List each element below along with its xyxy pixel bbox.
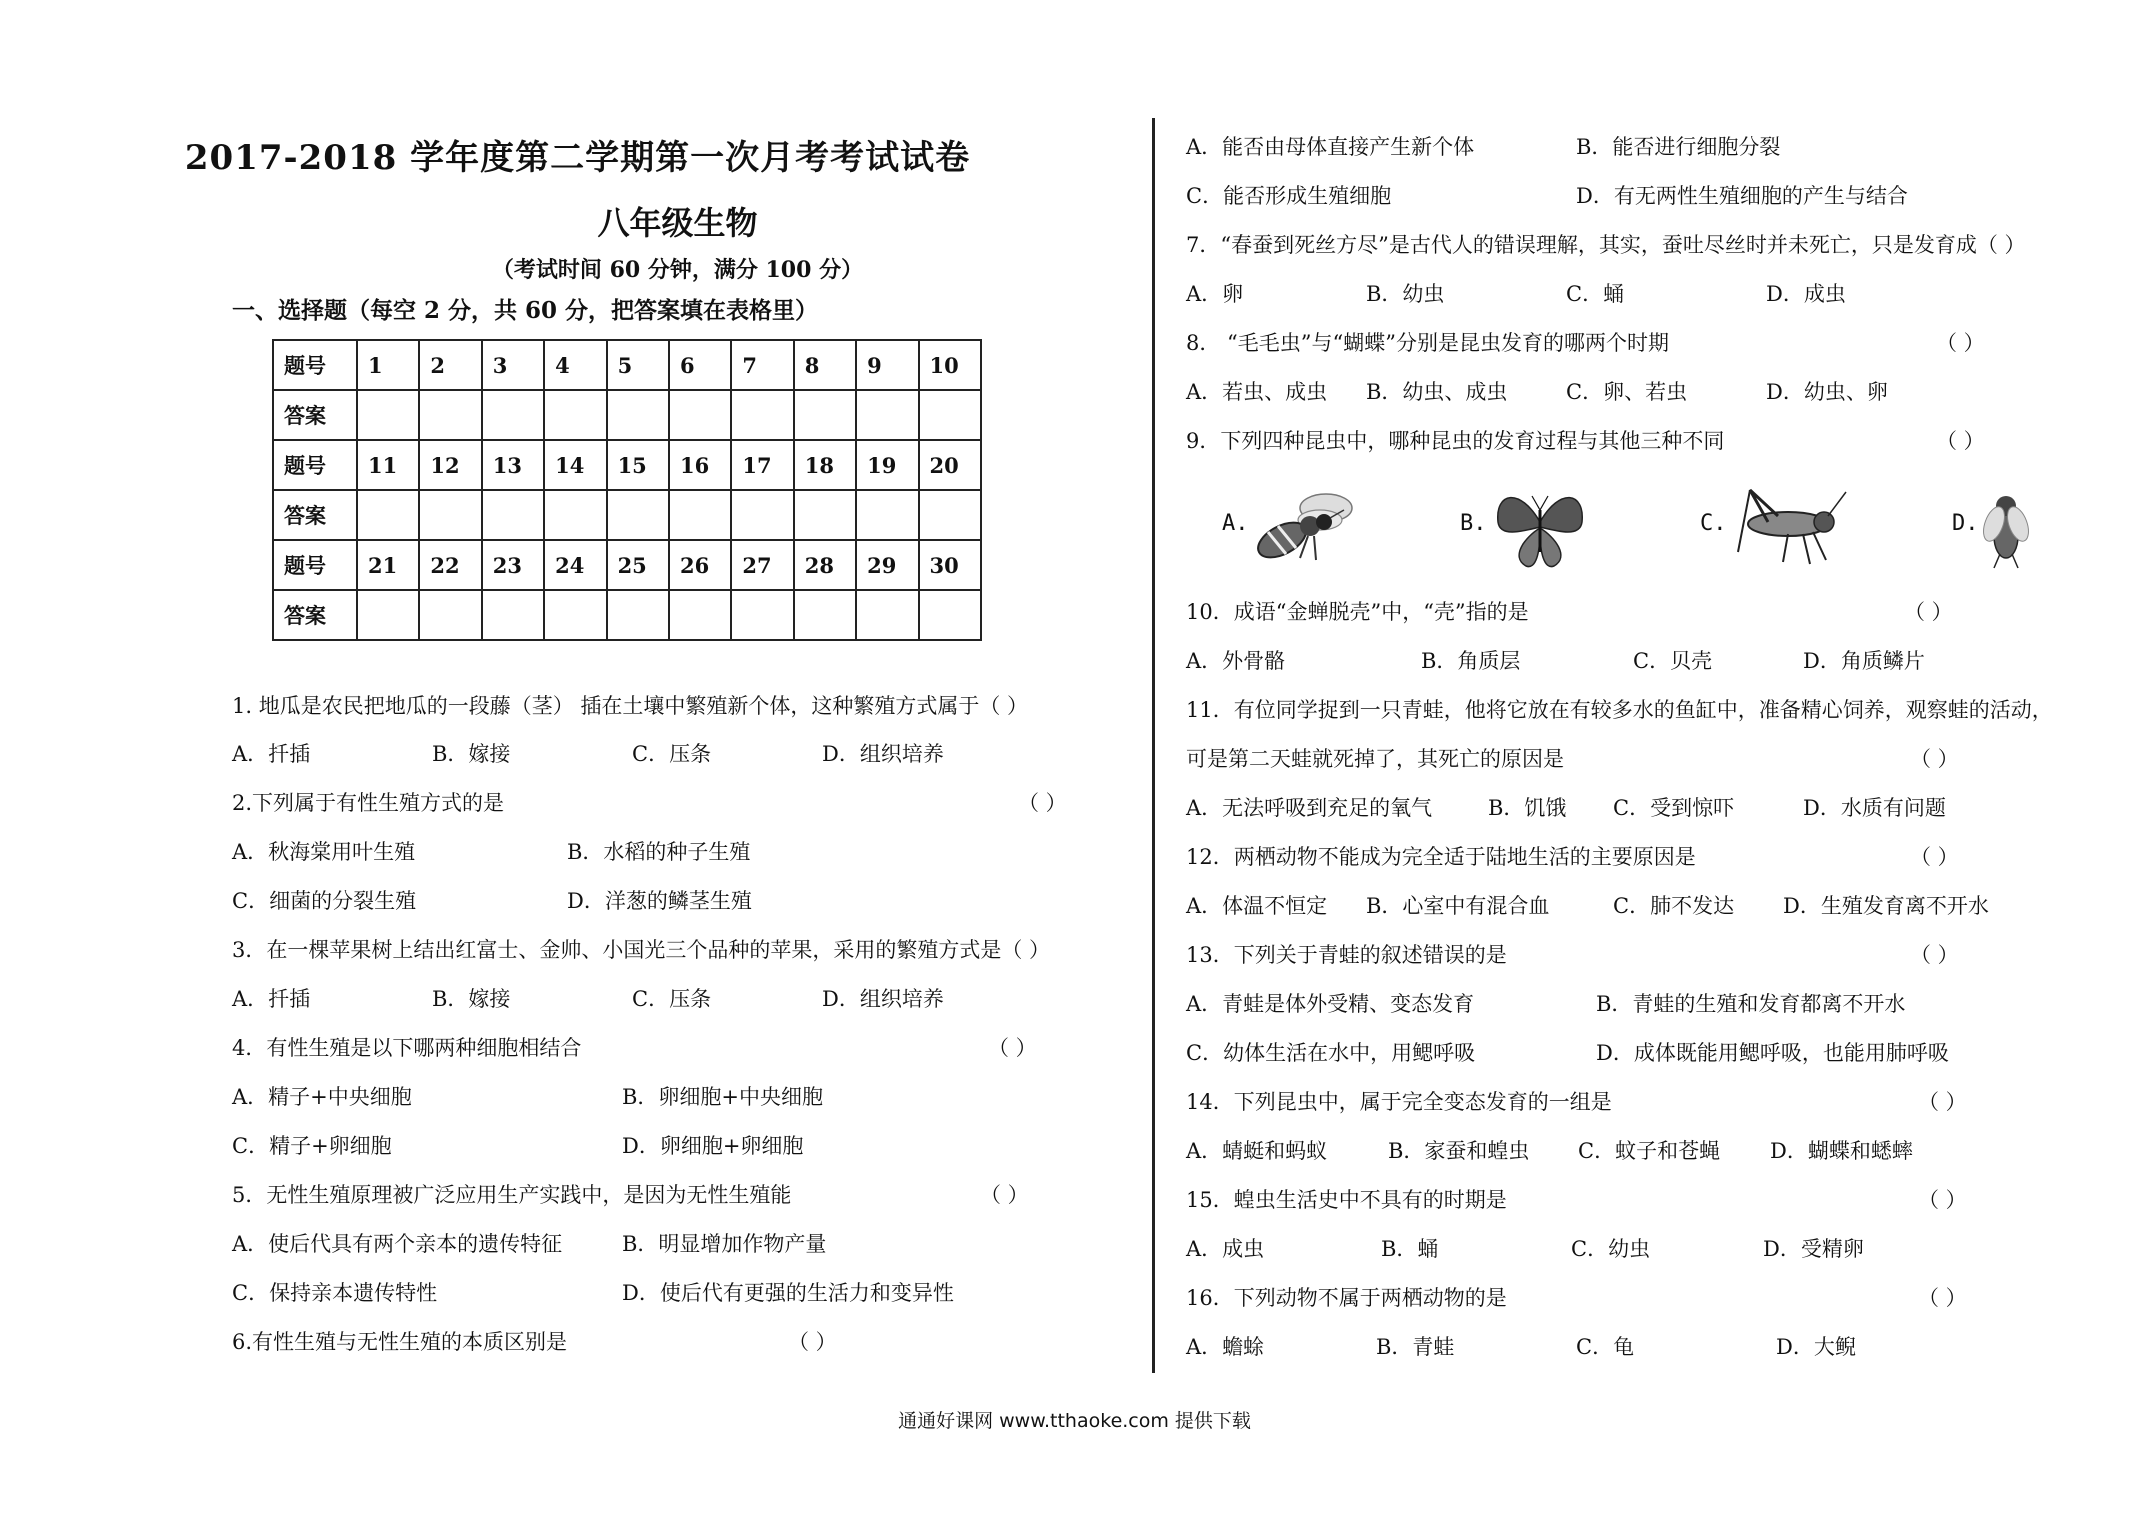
option: B．卵细胞+中央细胞 (622, 1085, 824, 1109)
option: B．嫁接 (432, 987, 511, 1011)
answer-paren: （ ） (788, 1330, 837, 1354)
question-16: 16．下列动物不属于两栖动物的是 (1186, 1286, 1507, 1310)
question-number-cell: 10 (919, 340, 981, 390)
answer-paren: （ ） (1936, 429, 1985, 453)
option: D．成虫 (1766, 282, 1846, 306)
question-1-options (232, 738, 944, 768)
question-1: 1. 地瓜是农民把地瓜的一段藤（茎） 插在土壤中繁殖新个体，这种繁殖方式属于（ ） (232, 694, 1029, 718)
question-10: 10．成语“金蝉脱壳”中，“壳”指的是 (1186, 600, 1529, 624)
question-3-options (232, 983, 944, 1013)
question-number-cell: 8 (794, 340, 856, 390)
left-column (232, 0, 1132, 1517)
option: A．外骨骼 (1186, 649, 1286, 673)
question-number-cell: 14 (544, 440, 606, 490)
option: C．细菌的分裂生殖 (232, 889, 417, 913)
option: A．使后代具有两个亲本的遗传特征 (232, 1232, 563, 1256)
option: D．蝴蝶和蟋蟀 (1770, 1139, 1913, 1163)
row-label-answer: 答案 (273, 390, 357, 440)
question-3: 3．在一棵苹果树上结出红富士、金帅、小国光三个品种的苹果，采用的繁殖方式是（ ） (232, 938, 1051, 962)
question-number-cell: 28 (794, 540, 856, 590)
option: C．保持亲本遗传特性 (232, 1281, 438, 1305)
question-number-cell: 25 (607, 540, 669, 590)
question-number-cell: 15 (607, 440, 669, 490)
insect-label-a: A. (1222, 511, 1249, 536)
option: C．压条 (632, 742, 712, 766)
question-number-cell: 1 (357, 340, 419, 390)
question-number-cell: 13 (482, 440, 544, 490)
answer-paren: （ ） (980, 1183, 1029, 1207)
insect-label-b: B. (1460, 511, 1487, 536)
option: C．贝壳 (1633, 649, 1713, 673)
question-13: 13．下列关于青蛙的叙述错误的是 (1186, 943, 1507, 967)
option: C．幼体生活在水中，用鳃呼吸 (1186, 1041, 1476, 1065)
question-8: 8． “毛毛虫”与“蝴蝶”分别是昆虫发育的哪两个时期 (1186, 331, 1669, 355)
option: A．卵 (1186, 282, 1244, 306)
question-number-cell: 4 (544, 340, 606, 390)
option: A．扦插 (232, 987, 311, 1011)
option: C．龟 (1576, 1335, 1635, 1359)
insect-label-c: C. (1700, 511, 1727, 536)
insect-label-d: D. (1952, 511, 1979, 536)
option: A．无法呼吸到充足的氧气 (1186, 796, 1433, 820)
option: B．青蛙 (1376, 1335, 1455, 1359)
question-number-cell: 17 (731, 440, 793, 490)
question-number-cell: 3 (482, 340, 544, 390)
answer-paren: （ ） (1918, 1188, 1967, 1212)
answer-paren: （ ） (1910, 845, 1959, 869)
option: C．蚊子和苍蝇 (1578, 1139, 1721, 1163)
question-number-cell: 29 (856, 540, 918, 590)
row-label-answer: 答案 (273, 590, 357, 640)
question-4-options (232, 1081, 823, 1111)
option: D．洋葱的鳞茎生殖 (567, 889, 752, 913)
question-number-cell: 26 (669, 540, 731, 590)
question-11-options (1186, 792, 1946, 822)
question-number-cell: 30 (919, 540, 981, 590)
option: D．有无两性生殖细胞的产生与结合 (1576, 184, 1908, 208)
question-13-options (1186, 1037, 1949, 1067)
option: A．若虫、成虫 (1186, 380, 1328, 404)
option: D．角质鳞片 (1803, 649, 1925, 673)
question-12: 12．两栖动物不能成为完全适于陆地生活的主要原因是 (1186, 845, 1696, 869)
question-number-cell: 7 (731, 340, 793, 390)
question-11: 11．有位同学捉到一只青蛙，他将它放在有较多水的鱼缸中，准备精心饲养，观察蛙的活动， (1186, 698, 2053, 722)
page-footer: 通通好课网 www.tthaoke.com 提供下载 (898, 1410, 1251, 1432)
row-label-answer: 答案 (273, 490, 357, 540)
option: C．能否形成生殖细胞 (1186, 184, 1392, 208)
option: C．卵、若虫 (1566, 380, 1688, 404)
option: A．蟾蜍 (1186, 1335, 1265, 1359)
question-number-cell: 22 (419, 540, 481, 590)
option: C．幼虫 (1571, 1237, 1651, 1261)
option: A．成虫 (1186, 1237, 1265, 1261)
page-subtitle: 八年级生物 (597, 204, 758, 242)
option: B．明显增加作物产量 (622, 1232, 827, 1256)
option: A．体温不恒定 (1186, 894, 1328, 918)
question-number-cell: 11 (357, 440, 419, 490)
question-5: 5．无性生殖原理被广泛应用生产实践中，是因为无性生殖能 (232, 1183, 792, 1207)
question-number-cell: 21 (357, 540, 419, 590)
option: A．青蛙是体外受精、变态发育 (1186, 992, 1475, 1016)
option: A．精子+中央细胞 (232, 1085, 412, 1109)
option: D．受精卵 (1763, 1237, 1864, 1261)
question-2-options (232, 885, 752, 915)
option: B．能否进行细胞分裂 (1576, 135, 1781, 159)
section-heading: 一、选择题（每空 2 分，共 60 分，把答案填在表格里） (232, 297, 819, 324)
answer-paren: （ ） (1910, 943, 1959, 967)
option: B．家蚕和蝗虫 (1388, 1139, 1530, 1163)
row-label-number: 题号 (273, 440, 357, 490)
option: B．饥饿 (1488, 796, 1567, 820)
option: D．卵细胞+卵细胞 (622, 1134, 804, 1158)
question-4-options (232, 1130, 803, 1160)
option: C．蛹 (1566, 282, 1625, 306)
answer-paren: （ ） (1918, 1090, 1967, 1114)
question-9: 9．下列四种昆虫中，哪种昆虫的发育过程与其他三种不同 (1186, 429, 1725, 453)
question-number-cell: 18 (794, 440, 856, 490)
question-14: 14．下列昆虫中，属于完全变态发育的一组是 (1186, 1090, 1612, 1114)
option: B．水稻的种子生殖 (567, 840, 751, 864)
question-number-cell: 27 (731, 540, 793, 590)
option: C．压条 (632, 987, 712, 1011)
question-number-cell: 2 (419, 340, 481, 390)
option: D．组织培养 (822, 742, 944, 766)
question-5-options (232, 1277, 954, 1307)
option: A．蜻蜓和蚂蚁 (1186, 1139, 1328, 1163)
option: D．大鲵 (1776, 1335, 1856, 1359)
question-14-options (1186, 1135, 1913, 1165)
exam-time-note: （考试时间 60 分钟，满分 100 分） (491, 257, 864, 283)
answer-paren: （ ） (1936, 331, 1985, 355)
column-divider (1152, 118, 1155, 1373)
option: D．幼虫、卵 (1766, 380, 1888, 404)
option: D．生殖发育离不开水 (1783, 894, 1989, 918)
question-15: 15．蝗虫生活史中不具有的时期是 (1186, 1188, 1507, 1212)
page-title: 2017-2018 学年度第二学期第一次月考考试试卷 (184, 138, 971, 178)
answer-paren: （ ） (1910, 747, 1959, 771)
question-10-options (1186, 645, 1925, 675)
answer-paren: （ ） (1018, 791, 1067, 815)
question-number-cell: 9 (856, 340, 918, 390)
question-16-options (1186, 1331, 1856, 1361)
question-7: 7．“春蚕到死丝方尽”是古代人的错误理解，其实，蚕吐尽丝时并未死亡，只是发育成（ ） (1186, 233, 2026, 257)
question-2-options (232, 836, 750, 866)
option: C．受到惊吓 (1613, 796, 1735, 820)
question-number-cell: 6 (669, 340, 731, 390)
option: A．扦插 (232, 742, 311, 766)
answer-paren: （ ） (1918, 1286, 1967, 1310)
option: B．幼虫 (1366, 282, 1445, 306)
question-number-cell: 12 (419, 440, 481, 490)
option: B．蛹 (1381, 1237, 1439, 1261)
option: B．角质层 (1421, 649, 1521, 673)
question-number-cell: 16 (669, 440, 731, 490)
option: D．组织培养 (822, 987, 944, 1011)
option: C．肺不发达 (1613, 894, 1735, 918)
option: B．心室中有混合血 (1366, 894, 1550, 918)
question-5-options (232, 1228, 826, 1258)
option: B．幼虫、成虫 (1366, 380, 1508, 404)
right-column-lower (1186, 0, 2116, 1517)
option: A．秋海棠用叶生殖 (232, 840, 416, 864)
question-12-options (1186, 890, 1989, 920)
row-label-number: 题号 (273, 540, 357, 590)
answer-paren: （ ） (988, 1036, 1037, 1060)
option: A．能否由母体直接产生新个体 (1186, 135, 1475, 159)
option: B．嫁接 (432, 742, 511, 766)
option: D．水质有问题 (1803, 796, 1946, 820)
question-4: 4．有性生殖是以下哪两种细胞相结合 (232, 1036, 582, 1060)
question-number-cell: 24 (544, 540, 606, 590)
question-6: 6.有性生殖与无性生殖的本质区别是 (232, 1330, 568, 1354)
option: C．精子+卵细胞 (232, 1134, 392, 1158)
option: D．使后代有更强的生活力和变异性 (622, 1281, 954, 1305)
option: B．青蛙的生殖和发育都离不开水 (1596, 992, 1906, 1016)
row-label-number: 题号 (273, 340, 357, 390)
question-number-cell: 19 (856, 440, 918, 490)
question-2: 2.下列属于有性生殖方式的是 (232, 791, 505, 815)
question-13-options (1186, 988, 1905, 1018)
option: D．成体既能用鳃呼吸，也能用肺呼吸 (1596, 1041, 1949, 1065)
question-15-options (1186, 1233, 1864, 1263)
answer-paren: （ ） (1904, 600, 1953, 624)
question-number-cell: 5 (607, 340, 669, 390)
question-11-cont: 可是第二天蛙就死掉了，其死亡的原因是 (1186, 747, 1564, 771)
question-number-cell: 20 (919, 440, 981, 490)
question-number-cell: 23 (482, 540, 544, 590)
